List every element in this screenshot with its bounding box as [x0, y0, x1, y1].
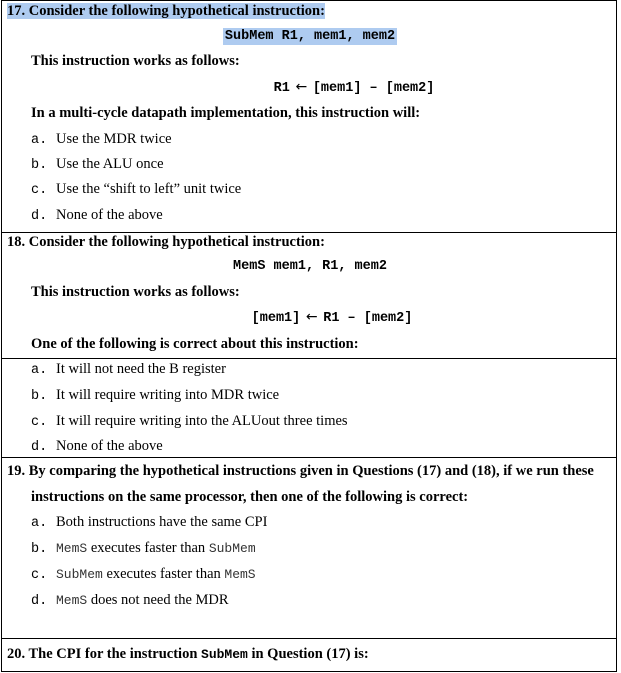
formula-right: [mem1] – [mem2]	[312, 81, 435, 96]
question-19-option-b[interactable]	[31, 540, 256, 558]
question-17-option-d[interactable]	[31, 207, 163, 225]
question-18-formula	[2, 309, 621, 327]
question-17-option-c[interactable]	[31, 181, 241, 199]
option-letter: d.	[31, 209, 48, 224]
question-18-instruction	[2, 257, 618, 275]
question-18-option-b[interactable]	[31, 387, 279, 405]
option-letter: c.	[31, 183, 48, 198]
question-20-title	[7, 646, 369, 663]
option-text: None of the above	[56, 438, 163, 454]
question-19-title-line1: 19. By comparing the hypothetical instructions given in Questions (17) and (18), if we run these	[7, 463, 594, 479]
option-code-1: SubMem	[56, 567, 103, 582]
option-code-2: SubMem	[208, 541, 256, 556]
formula-right: R1 – [mem2]	[323, 311, 413, 326]
option-text: does not need the MDR	[87, 592, 229, 608]
question-17-formula	[2, 79, 621, 97]
question-20-title-pre: 20. The CPI for the instruction	[7, 646, 202, 662]
option-text: None of the above	[56, 207, 163, 223]
option-text: Use the MDR twice	[56, 131, 172, 147]
question-18-option-d[interactable]	[31, 438, 163, 456]
question-20-title-code: SubMem	[201, 647, 248, 662]
question-18-option-a[interactable]	[31, 361, 226, 379]
question-17-title	[7, 3, 325, 20]
option-letter: c.	[31, 415, 48, 430]
option-code-2: MemS	[224, 567, 256, 582]
option-text: It will not need the B register	[56, 361, 226, 377]
option-letter: d.	[31, 440, 48, 455]
option-letter: a.	[31, 363, 48, 378]
question-20-title-post: in Question (17) is:	[247, 646, 369, 662]
question-18-works-as: This instruction works as follows:	[31, 284, 240, 300]
question-17-prompt: In a multi-cycle datapath implementation, this instruction will:	[31, 105, 421, 121]
option-letter: b.	[31, 158, 48, 173]
formula-left: [mem1]	[251, 311, 301, 326]
question-18-prompt: One of the following is correct about this instruction:	[31, 336, 359, 352]
question-18-option-c[interactable]	[31, 413, 348, 431]
formula-left: R1	[273, 81, 290, 96]
option-letter: a.	[31, 516, 48, 531]
option-text: executes faster than	[87, 540, 209, 556]
option-code-1: MemS	[56, 541, 88, 556]
question-19-title-line2: instructions on the same processor, then one of the following is correct:	[31, 489, 469, 505]
question-19-option-a[interactable]	[31, 514, 267, 532]
question-19-option-c[interactable]	[31, 566, 256, 584]
option-code-1: MemS	[56, 593, 88, 608]
question-19-box	[1, 457, 617, 639]
question-18-options-box	[1, 358, 617, 458]
question-17-title-text: 17. Consider the following hypothetical instruction:	[7, 3, 325, 19]
option-text: It will require writing into MDR twice	[56, 387, 280, 403]
option-text: Both instructions have the same CPI	[56, 514, 268, 530]
question-17-works-as: This instruction works as follows:	[31, 53, 240, 69]
question-18-box	[1, 232, 617, 359]
left-arrow-icon: ←	[305, 309, 318, 325]
question-20-box	[1, 638, 617, 672]
option-letter: b.	[31, 542, 48, 557]
question-17-instruction	[2, 27, 618, 45]
left-arrow-icon: ←	[295, 79, 308, 95]
option-text: Use the ALU once	[56, 156, 164, 172]
question-18-instruction-text: MemS mem1, R1, mem2	[233, 259, 387, 274]
question-19-option-d[interactable]	[31, 592, 229, 610]
option-letter: d.	[31, 594, 48, 609]
option-letter: c.	[31, 568, 48, 583]
question-17-option-a[interactable]	[31, 131, 172, 149]
option-letter: a.	[31, 133, 48, 148]
question-17-instruction-text: SubMem R1, mem1, mem2	[224, 29, 396, 44]
question-17-box	[1, 0, 617, 233]
option-text: Use the “shift to left” unit twice	[56, 181, 242, 197]
option-text: executes faster than	[102, 566, 225, 582]
question-17-option-b[interactable]	[31, 156, 164, 174]
question-18-title: 18. Consider the following hypothetical instruction:	[7, 234, 325, 250]
option-text: It will require writing into the ALUout three times	[56, 413, 348, 429]
option-letter: b.	[31, 389, 48, 404]
